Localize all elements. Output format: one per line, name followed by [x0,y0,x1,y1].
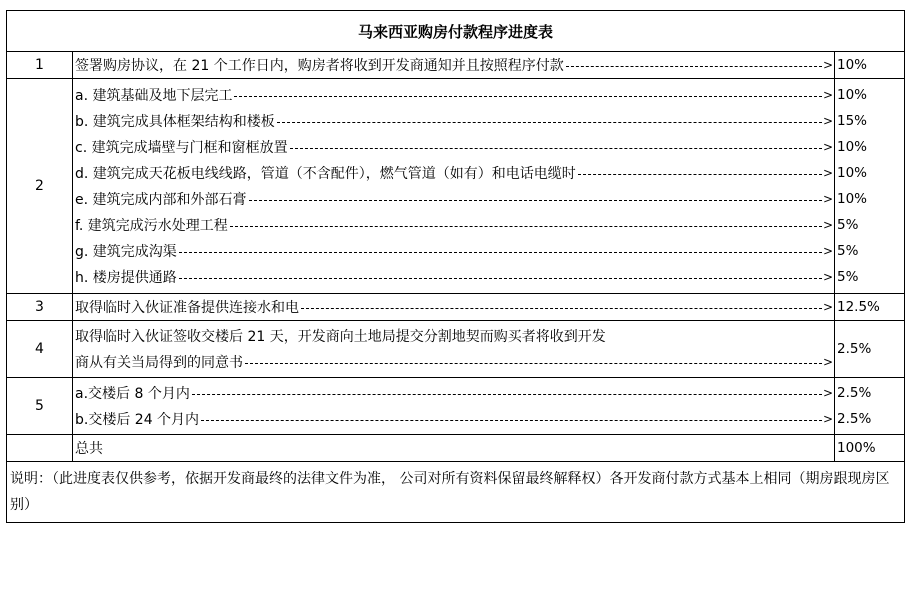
arrow-icon: > [822,386,833,400]
dashed-leader [179,252,822,253]
list-item [75,186,834,212]
item-text: a. 建筑基础及地下层完工 [75,88,233,104]
row-description [73,79,835,294]
list-item [75,134,834,160]
arrow-icon: > [822,355,833,369]
row-description [73,294,835,321]
row-percent [835,378,905,435]
item-text: 取得临时入伙证签收交楼后 21 天，开发商向土地局提交分割地契而购买者将收到开发 [75,329,606,345]
total-percent: 100% [837,440,876,456]
item-text: f. 建筑完成污水处理工程 [75,218,228,234]
dashed-leader [230,226,822,227]
percent-value: 10% [837,139,868,155]
row-description [73,378,835,435]
row-percent [835,52,905,79]
dashed-leader [301,308,822,309]
table-title: 马来西亚购房付款程序进度表 [7,11,905,52]
list-item [75,160,834,186]
total-row [7,435,905,462]
arrow-icon: > [822,244,833,258]
table-row [7,321,905,378]
item-text: 商从有关当局得到的同意书 [75,355,243,371]
row-number-empty [7,435,73,462]
percent-value: 15% [837,113,868,129]
row-description [73,52,835,79]
item-text: h. 楼房提供通路 [75,270,177,286]
payment-schedule-table [6,10,905,523]
percent-value: 10% [837,87,868,103]
arrow-icon: > [822,140,833,154]
item-text: a.交楼后 8 个月内 [75,386,190,402]
dashed-leader [192,394,822,395]
percent-value: 5% [837,269,859,285]
percent-value: 10% [837,191,868,207]
dashed-leader [234,96,821,97]
row-number: 5 [7,378,73,435]
list-item [75,264,834,290]
arrow-icon: > [822,114,833,128]
item-text: b. 建筑完成具体框架结构和楼板 [75,114,275,130]
list-item [75,82,834,108]
list-item [75,238,834,264]
item-text: c. 建筑完成墙壁与门框和窗框放置 [75,140,288,156]
item-text: 取得临时入伙证准备提供连接水和电 [75,300,299,316]
table-row [7,52,905,79]
row-number: 1 [7,52,73,79]
arrow-icon: > [822,300,833,314]
item-text: e. 建筑完成内部和外部石膏 [75,192,247,208]
dashed-leader [277,122,822,123]
item-text: g. 建筑完成沟渠 [75,244,177,260]
dashed-leader [290,148,822,149]
note-row [7,462,905,523]
arrow-icon: > [822,166,833,180]
list-item [75,380,834,406]
list-item [75,406,834,432]
table-row [7,378,905,435]
arrow-icon: > [822,88,833,102]
dashed-leader [578,174,822,175]
list-item-lead [75,323,834,349]
arrow-icon: > [822,192,833,206]
percent-value: 2.5% [837,385,872,401]
item-text: d. 建筑完成天花板电线线路，管道（不含配件），燃气管道（如有）和电话电缆时 [75,166,576,182]
item-text: b.交楼后 24 个月内 [75,412,200,428]
table-row [7,294,905,321]
dashed-leader [201,420,822,421]
percent-value: 12.5% [837,299,880,315]
row-number: 3 [7,294,73,321]
arrow-icon: > [822,412,833,426]
dashed-leader [566,66,822,67]
percent-value: 10% [837,57,868,73]
list-item [75,349,834,375]
row-percent [835,294,905,321]
list-item [75,52,834,78]
title-row [7,11,905,52]
percent-value: 5% [837,243,859,259]
percent-value: 2.5% [837,411,872,427]
list-item [75,108,834,134]
footnote: 说明：（此进度表仅供参考，依据开发商最终的法律文件为准， 公司对所有资料保留最终解释权）各开发商付款方式基本上相同（期房跟现房区别） [7,462,905,523]
arrow-icon: > [822,218,833,232]
percent-value: 2.5% [837,341,872,357]
item-text: 签署购房协议，在 21 个工作日内，购房者将收到开发商通知并且按照程序付款 [75,58,564,74]
total-label-cell [73,435,835,462]
row-description [73,321,835,378]
arrow-icon: > [822,58,833,72]
row-percent [835,79,905,294]
total-label: 总共 [75,441,103,457]
percent-value: 5% [837,217,859,233]
total-percent-cell [835,435,905,462]
list-item [75,212,834,238]
table-row [7,79,905,294]
row-number: 2 [7,79,73,294]
row-number: 4 [7,321,73,378]
dashed-leader [179,278,822,279]
percent-value: 10% [837,165,868,181]
dashed-leader [249,200,822,201]
dashed-leader [245,363,822,364]
list-item [75,294,834,320]
arrow-icon: > [822,270,833,284]
row-percent [835,321,905,378]
